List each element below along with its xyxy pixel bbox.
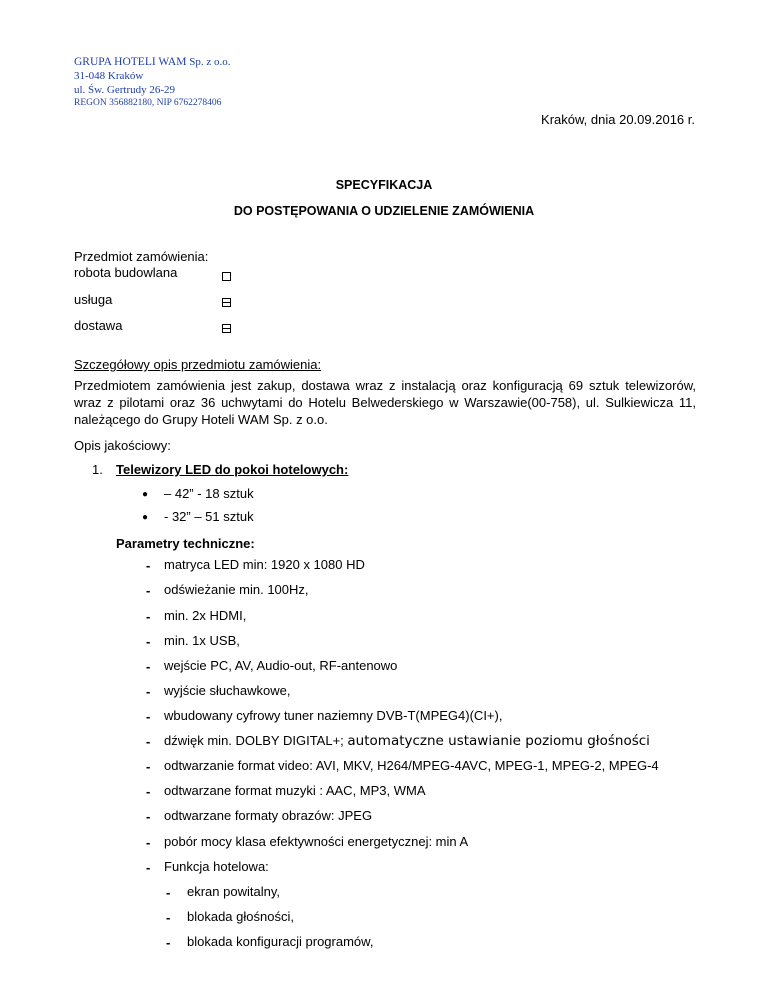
dash-icon: -: [146, 835, 151, 850]
param-item: pobór mocy klasa efektywności energetycznej: min A: [164, 834, 469, 849]
size-item-42: – 42” - 18 sztuk: [164, 486, 254, 501]
param-item: odtwarzane format muzyki : AAC, MP3, WMA: [164, 783, 426, 798]
company-name: GRUPA HOTELI WAM: [74, 56, 187, 68]
size-item-32: - 32” – 51 sztuk: [164, 509, 254, 524]
dash-icon: -: [166, 885, 171, 900]
checkbox-works[interactable]: [222, 272, 231, 281]
param-item: wbudowany cyfrowy tuner naziemny DVB-T(MPEG4)(CI+),: [164, 708, 503, 723]
description-heading: Szczegółowy opis przedmiotu zamówienia:: [74, 357, 322, 372]
dash-icon: -: [166, 910, 171, 925]
document-title: SPECYFIKACJA: [335, 178, 433, 192]
description-line-3: należącego do Grupy Hoteli WAM Sp. z o.o.: [74, 412, 328, 427]
company-postal: 31-048 Kraków: [74, 70, 144, 82]
date-line: Kraków, dnia 20.09.2016 r.: [541, 112, 695, 127]
param-item: min. 2x HDMI,: [164, 608, 247, 623]
hotel-function-item: blokada konfiguracji programów,: [187, 934, 374, 949]
param-item-audio: [164, 733, 650, 749]
hotel-function-item: ekran powitalny,: [187, 884, 280, 899]
dash-icon: -: [146, 558, 151, 573]
company-suffix: Sp. z o.o.: [189, 56, 231, 68]
quality-label: Opis jakościowy:: [74, 438, 171, 453]
dash-icon: -: [146, 634, 151, 649]
param-audio-text: dźwięk min. DOLBY DIGITAL+;: [164, 733, 344, 748]
dash-icon: -: [146, 860, 151, 875]
document-subtitle: DO POSTĘPOWANIA O UDZIELENIE ZAMÓWIENIA: [233, 204, 535, 218]
company-registry: REGON 356882180, NIP 6762278406: [74, 98, 222, 108]
section-number: 1.: [92, 462, 103, 477]
bullet-icon: ●: [142, 512, 149, 523]
params-title: Parametry techniczne:: [116, 536, 255, 551]
description-line-1: Przedmiotem zamówienia jest zakup, dostawa wraz z instalacją oraz konfiguracją 69 sztuk telewizorów,: [74, 378, 696, 393]
param-item: wejście PC, AV, Audio-out, RF-antenowo: [164, 658, 398, 673]
option-label-delivery: dostawa: [74, 318, 123, 333]
dash-icon: -: [146, 709, 151, 724]
dash-icon: -: [146, 759, 151, 774]
dash-icon: -: [146, 609, 151, 624]
dash-icon: -: [146, 734, 151, 749]
bullet-icon: ●: [142, 489, 149, 500]
dash-icon: -: [146, 659, 151, 674]
param-item: wyjście słuchawkowe,: [164, 683, 291, 698]
description-paragraph: [74, 377, 696, 428]
param-item-hotel-function: Funkcja hotelowa:: [164, 859, 269, 874]
section-title: Telewizory LED do pokoi hotelowych:: [116, 462, 349, 477]
hotel-function-item: blokada głośności,: [187, 909, 294, 924]
dash-icon: -: [166, 935, 171, 950]
param-item: odświeżanie min. 100Hz,: [164, 582, 309, 597]
param-audio-extra: automatyczne ustawianie poziomu głośności: [347, 733, 650, 749]
param-item: matryca LED min: 1920 x 1080 HD: [164, 557, 365, 572]
dash-icon: -: [146, 809, 151, 824]
company-line: [74, 55, 230, 69]
param-item: odtwarzane formaty obrazów: JPEG: [164, 808, 373, 823]
dash-icon: -: [146, 784, 151, 799]
dash-icon: -: [146, 684, 151, 699]
subject-label: Przedmiot zamówienia:: [74, 249, 209, 264]
option-label-works: robota budowlana: [74, 265, 178, 280]
param-item: min. 1x USB,: [164, 633, 240, 648]
param-item: odtwarzanie format video: AVI, MKV, H264/MPEG-4AVC, MPEG-1, MPEG-2, MPEG-4: [164, 758, 659, 773]
company-street: ul. Św. Gertrudy 26-29: [74, 84, 176, 96]
option-label-service: usługa: [74, 292, 113, 307]
checkbox-service[interactable]: [222, 298, 231, 307]
dash-icon: -: [146, 583, 151, 598]
letterhead: [74, 55, 230, 109]
checkbox-delivery[interactable]: [222, 324, 231, 333]
description-line-2: wraz z pilotami oraz 36 uchwytami do Hotelu Belwederskiego w Warszawie(00-758), ul. Sulkiewicza 11,: [74, 395, 696, 410]
